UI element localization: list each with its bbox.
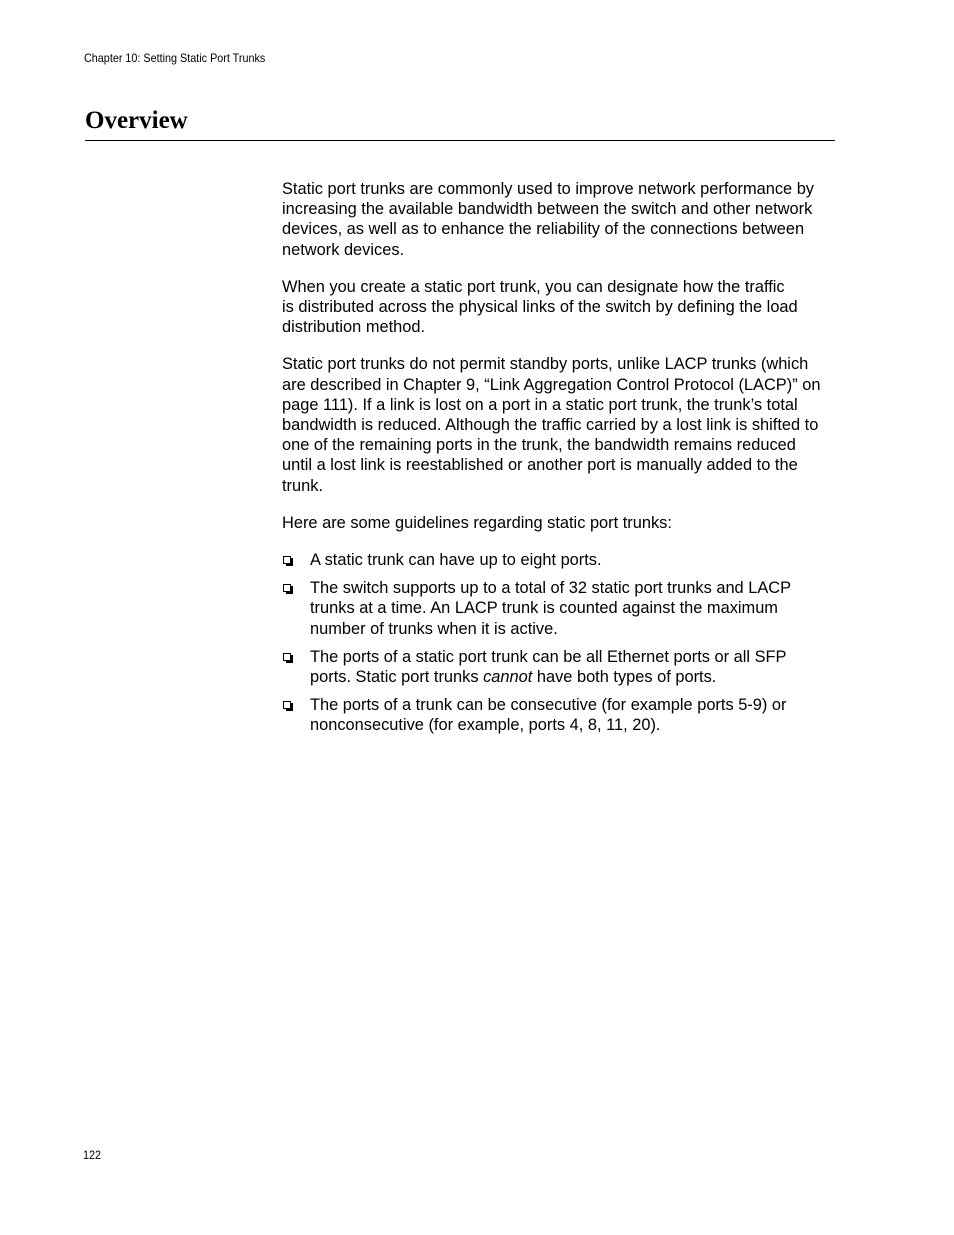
text-run: ports. Static port trunks <box>310 668 484 687</box>
section-title: Overview <box>85 107 188 134</box>
text-line: trunks at a time. An LACP trunk is counted against the maximum <box>310 599 778 618</box>
text-line: Static port trunks do not permit standby ports, unlike LACP trunks (which <box>282 355 809 374</box>
text-line: bandwidth is reduced. Although the traffic carried by a lost link is shifted to <box>282 416 819 435</box>
text-line: trunk. <box>282 476 323 495</box>
checkbox-bullet-icon <box>283 701 291 709</box>
text-line: number of trunks when it is active. <box>310 619 558 638</box>
text-line <box>310 667 844 687</box>
text-line: increasing the available bandwidth between the switch and other network <box>282 200 813 219</box>
text-line: network devices. <box>282 240 405 259</box>
guidelines-intro <box>282 513 844 533</box>
text-line: devices, as well as to enhance the reliability of the connections between <box>282 220 805 239</box>
page-number: 122 <box>83 1148 102 1162</box>
text-run: have both types of ports. <box>532 668 717 687</box>
text-line: nonconsecutive (for example, ports 4, 8, 11, 20). <box>310 716 661 735</box>
text-line: Static port trunks are commonly used to improve network performance by <box>282 180 815 198</box>
guideline-item <box>282 578 844 639</box>
text-line: The ports of a static port trunk can be all Ethernet ports or all SFP <box>310 647 787 666</box>
emphasis-text: cannot <box>483 668 533 687</box>
text-line: are described in Chapter 9, “Link Aggregation Control Protocol (LACP)” on <box>282 375 821 394</box>
checkbox-bullet-icon <box>283 556 291 564</box>
guidelines-list <box>282 550 844 736</box>
intro-paragraph <box>282 179 844 260</box>
body-column <box>282 179 844 744</box>
guideline-item <box>282 647 844 687</box>
standby-ports-paragraph <box>282 354 844 495</box>
checkbox-bullet-icon <box>283 584 291 592</box>
text-line: distribution method. <box>282 318 426 337</box>
text-line: The ports of a trunk can be consecutive (for example ports 5-9) or <box>310 696 787 715</box>
running-header: Chapter 10: Setting Static Port Trunks <box>84 51 266 65</box>
text-line: is distributed across the physical links of the switch by defining the load <box>282 298 798 317</box>
title-rule <box>85 140 835 141</box>
text-line: one of the remaining ports in the trunk, the bandwidth remains reduced <box>282 436 796 455</box>
guideline-item <box>282 550 844 570</box>
text-line: A static trunk can have up to eight ports. <box>310 551 602 570</box>
text-line: The switch supports up to a total of 32 static port trunks and LACP <box>310 579 792 598</box>
load-distribution-paragraph <box>282 277 844 338</box>
guideline-item <box>282 695 844 735</box>
text-line: Here are some guidelines regarding static port trunks: <box>282 513 672 532</box>
text-line: page 111). If a link is lost on a port in a static port trunk, the trunk’s total <box>282 395 798 414</box>
text-line: until a lost link is reestablished or another port is manually added to the <box>282 456 798 475</box>
checkbox-bullet-icon <box>283 653 291 661</box>
text-line: When you create a static port trunk, you can designate how the traffic <box>282 277 785 296</box>
